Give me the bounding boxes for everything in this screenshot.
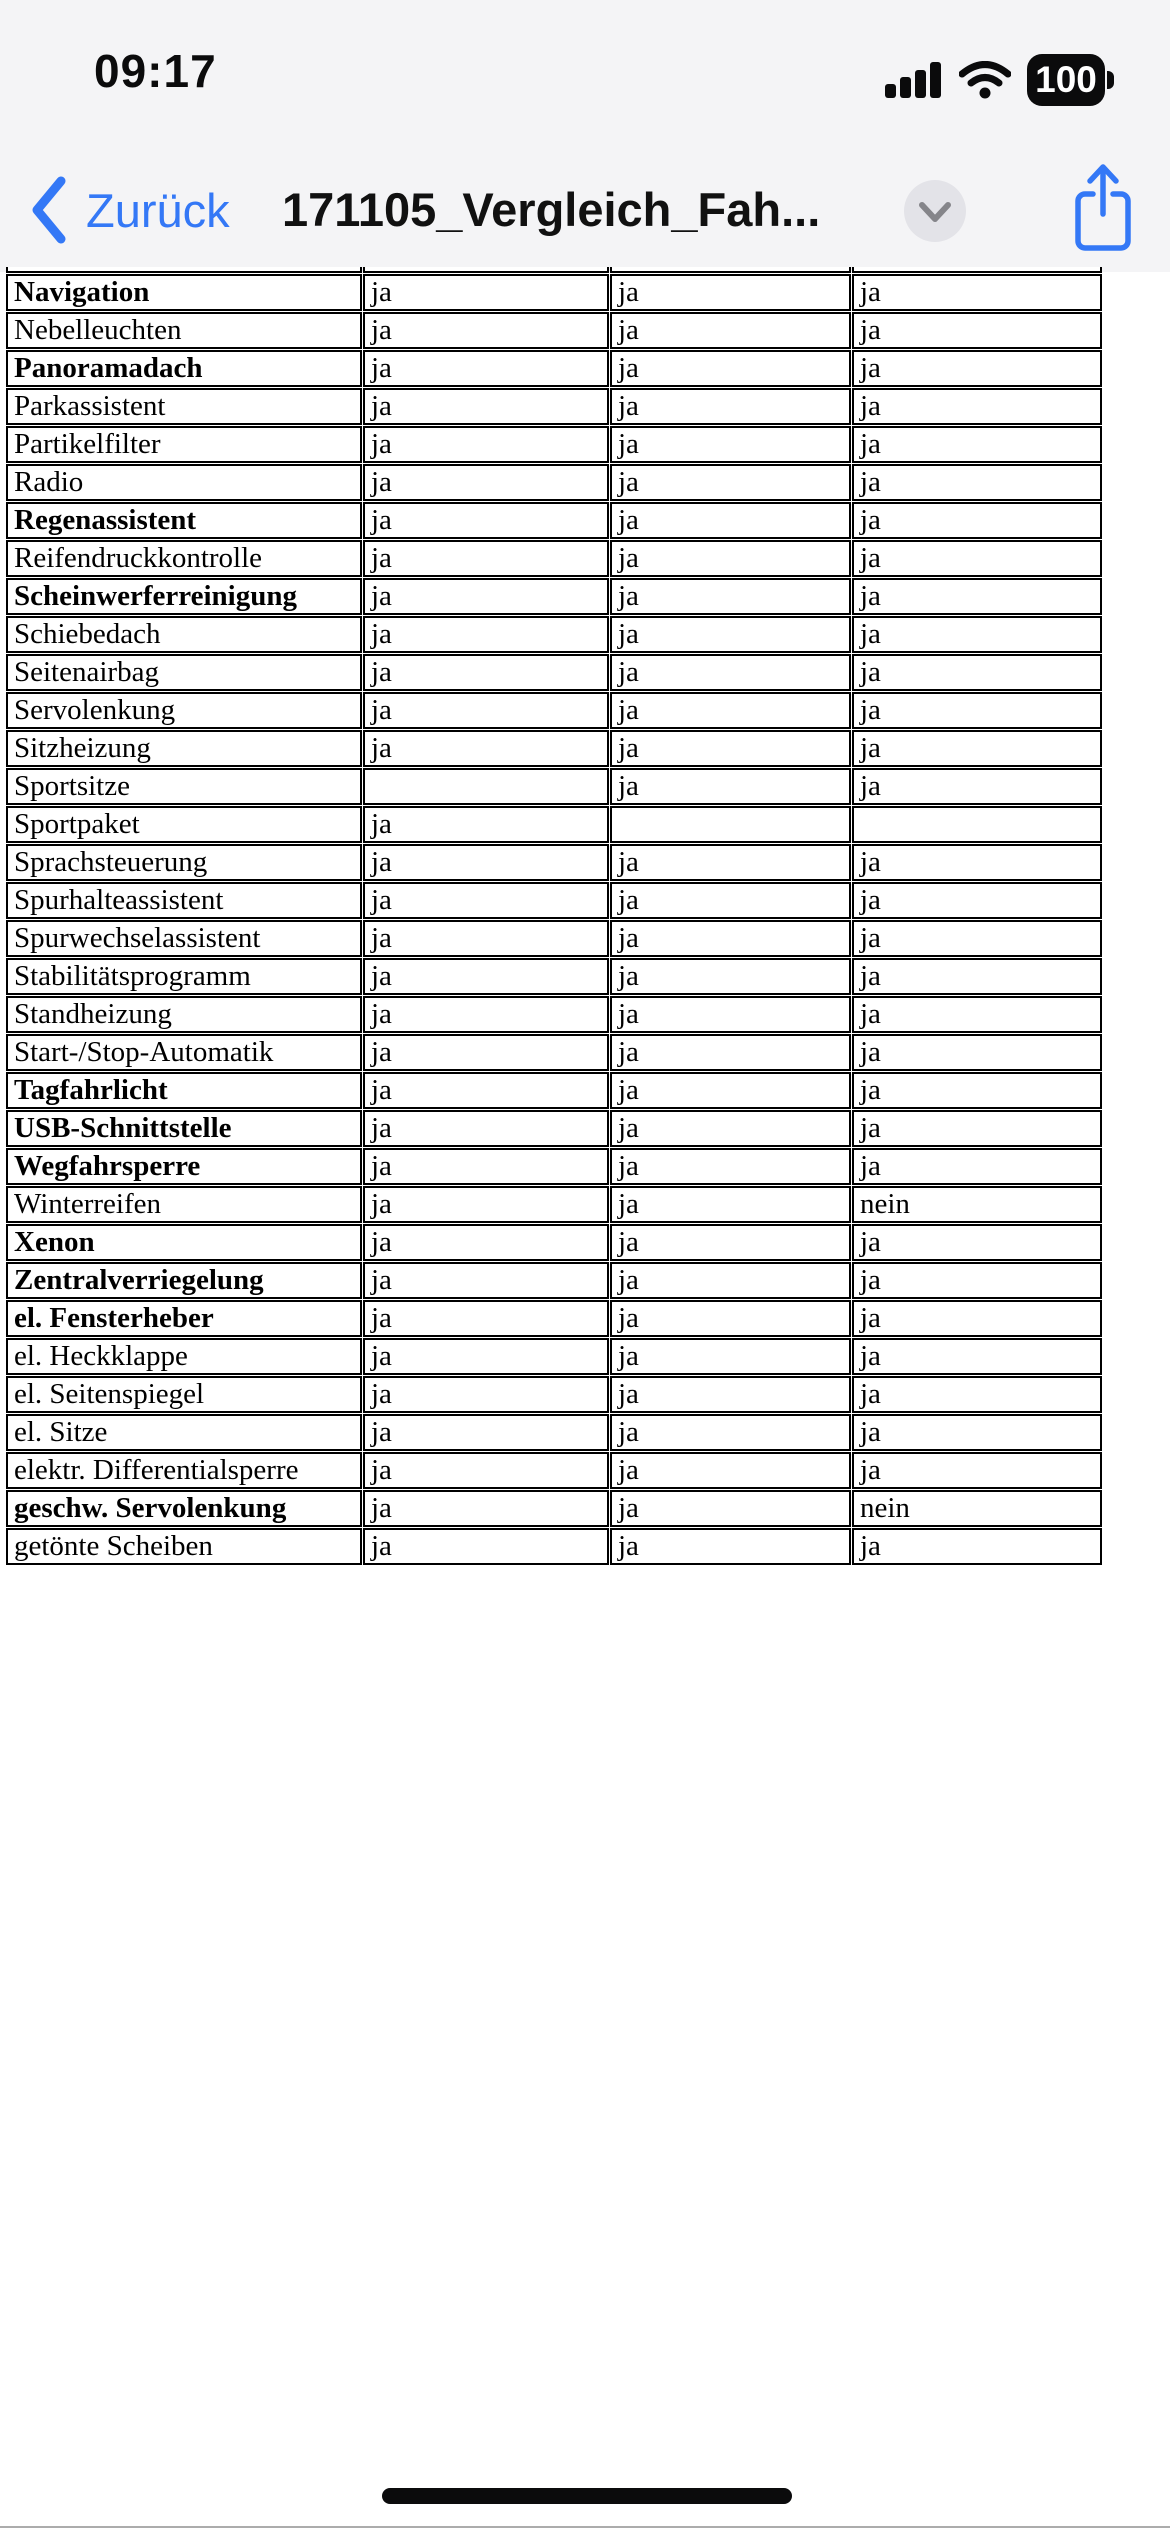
clipped-cell: [852, 267, 1102, 273]
title-menu-button[interactable]: [904, 180, 966, 242]
value-cell-1: ja: [363, 1376, 609, 1413]
feature-name-cell: getönte Scheiben: [6, 1528, 362, 1565]
value-cell-2: ja: [610, 1338, 851, 1375]
value-cell-1: ja: [363, 996, 609, 1033]
feature-name-cell: el. Sitze: [6, 1414, 362, 1451]
bottom-hairline: [0, 2526, 1170, 2528]
table-row: [6, 958, 1102, 995]
value-cell-2: ja: [610, 730, 851, 767]
table-row: [6, 1414, 1102, 1451]
feature-name-cell: Spurwechselassistent: [6, 920, 362, 957]
value-cell-2: ja: [610, 1528, 851, 1565]
value-cell-1: ja: [363, 350, 609, 387]
value-cell-1: ja: [363, 654, 609, 691]
table-row: [6, 1224, 1102, 1261]
value-cell-3: ja: [852, 692, 1102, 729]
feature-name-cell: Servolenkung: [6, 692, 362, 729]
value-cell-3: nein: [852, 1186, 1102, 1223]
value-cell-3: ja: [852, 654, 1102, 691]
feature-name-cell: Sitzheizung: [6, 730, 362, 767]
value-cell-1: ja: [363, 540, 609, 577]
value-cell-1: ja: [363, 1034, 609, 1071]
table-row: [6, 274, 1102, 311]
table-row: [6, 1148, 1102, 1185]
table-row: [6, 920, 1102, 957]
value-cell-3: ja: [852, 996, 1102, 1033]
status-time: 09:17: [94, 45, 217, 97]
table-row: [6, 1452, 1102, 1489]
value-cell-2: ja: [610, 1376, 851, 1413]
value-cell-3: ja: [852, 350, 1102, 387]
table-row: [6, 882, 1102, 919]
value-cell-3: ja: [852, 464, 1102, 501]
value-cell-2: ja: [610, 654, 851, 691]
value-cell-2: ja: [610, 1490, 851, 1527]
value-cell-1: ja: [363, 958, 609, 995]
feature-name-cell: Sportpaket: [6, 806, 362, 843]
value-cell-3: ja: [852, 1338, 1102, 1375]
value-cell-2: ja: [610, 1452, 851, 1489]
value-cell-1: ja: [363, 882, 609, 919]
value-cell-2: [610, 806, 851, 843]
table-row: [6, 1490, 1102, 1527]
value-cell-1: ja: [363, 844, 609, 881]
value-cell-1: ja: [363, 1262, 609, 1299]
feature-name-cell: Schiebedach: [6, 616, 362, 653]
share-icon: [1071, 162, 1135, 254]
feature-name-cell: Spurhalteassistent: [6, 882, 362, 919]
feature-name-cell: Tagfahrlicht: [6, 1072, 362, 1109]
value-cell-1: ja: [363, 920, 609, 957]
feature-name-cell: Navigation: [6, 274, 362, 311]
feature-name-cell: geschw. Servolenkung: [6, 1490, 362, 1527]
feature-name-cell: Sprachsteuerung: [6, 844, 362, 881]
value-cell-2: ja: [610, 274, 851, 311]
table-row: [6, 1376, 1102, 1413]
value-cell-3: ja: [852, 578, 1102, 615]
chevron-left-icon: [30, 176, 68, 244]
feature-name-cell: elektr. Differentialsperre: [6, 1452, 362, 1489]
value-cell-2: ja: [610, 350, 851, 387]
value-cell-3: ja: [852, 426, 1102, 463]
value-cell-1: ja: [363, 1224, 609, 1261]
value-cell-2: ja: [610, 996, 851, 1033]
feature-name-cell: Standheizung: [6, 996, 362, 1033]
value-cell-1: ja: [363, 312, 609, 349]
feature-name-cell: Nebelleuchten: [6, 312, 362, 349]
value-cell-1: ja: [363, 1186, 609, 1223]
table-row: [6, 996, 1102, 1033]
value-cell-3: ja: [852, 312, 1102, 349]
navigation-bar: [0, 150, 1170, 272]
table-row: [6, 806, 1102, 843]
value-cell-3: ja: [852, 958, 1102, 995]
value-cell-1: ja: [363, 692, 609, 729]
table-row: [6, 616, 1102, 653]
feature-name-cell: Parkassistent: [6, 388, 362, 425]
value-cell-1: ja: [363, 730, 609, 767]
table-row: [6, 1110, 1102, 1147]
feature-name-cell: Winterreifen: [6, 1186, 362, 1223]
value-cell-2: ja: [610, 1034, 851, 1071]
table-row: [6, 1262, 1102, 1299]
value-cell-2: ja: [610, 1110, 851, 1147]
chevron-down-icon: [914, 195, 956, 227]
value-cell-1: ja: [363, 1490, 609, 1527]
table-row: [6, 654, 1102, 691]
feature-name-cell: Sportsitze: [6, 768, 362, 805]
table-row: [6, 388, 1102, 425]
table-row: [6, 350, 1102, 387]
value-cell-3: ja: [852, 1034, 1102, 1071]
value-cell-3: ja: [852, 768, 1102, 805]
back-button[interactable]: [30, 176, 230, 244]
cellular-signal-icon: [885, 62, 943, 98]
value-cell-2: ja: [610, 1262, 851, 1299]
feature-name-cell: Reifendruckkontrolle: [6, 540, 362, 577]
value-cell-1: ja: [363, 1338, 609, 1375]
table-row: [6, 1072, 1102, 1109]
value-cell-3: ja: [852, 274, 1102, 311]
battery-percent: 100: [1035, 59, 1097, 100]
battery-nub: [1107, 71, 1114, 89]
back-button-label: Zurück: [86, 183, 230, 237]
value-cell-2: ja: [610, 388, 851, 425]
value-cell-1: ja: [363, 1300, 609, 1337]
feature-name-cell: el. Heckklappe: [6, 1338, 362, 1375]
value-cell-3: ja: [852, 730, 1102, 767]
value-cell-3: [852, 806, 1102, 843]
table-row: [6, 730, 1102, 767]
value-cell-1: ja: [363, 464, 609, 501]
feature-name-cell: Partikelfilter: [6, 426, 362, 463]
comparison-table: [5, 266, 1103, 1566]
feature-name-cell: Panoramadach: [6, 350, 362, 387]
value-cell-1: ja: [363, 1148, 609, 1185]
value-cell-1: ja: [363, 426, 609, 463]
table-row: [6, 1300, 1102, 1337]
table-row: [6, 464, 1102, 501]
status-icons: [885, 52, 1114, 108]
value-cell-2: ja: [610, 502, 851, 539]
value-cell-2: ja: [610, 464, 851, 501]
feature-name-cell: el. Fensterheber: [6, 1300, 362, 1337]
value-cell-1: ja: [363, 1110, 609, 1147]
table-row: [6, 312, 1102, 349]
value-cell-1: ja: [363, 1414, 609, 1451]
feature-name-cell: Radio: [6, 464, 362, 501]
value-cell-3: ja: [852, 1300, 1102, 1337]
value-cell-2: ja: [610, 844, 851, 881]
value-cell-2: ja: [610, 540, 851, 577]
home-indicator[interactable]: [382, 2488, 792, 2504]
clipped-cell: [6, 267, 362, 273]
value-cell-3: ja: [852, 1110, 1102, 1147]
feature-name-cell: el. Seitenspiegel: [6, 1376, 362, 1413]
value-cell-2: ja: [610, 1186, 851, 1223]
value-cell-2: ja: [610, 882, 851, 919]
value-cell-3: ja: [852, 920, 1102, 957]
table-row: [6, 1034, 1102, 1071]
value-cell-3: ja: [852, 844, 1102, 881]
clipped-row: [6, 267, 1102, 273]
table-row: [6, 844, 1102, 881]
value-cell-2: ja: [610, 958, 851, 995]
feature-name-cell: Xenon: [6, 1224, 362, 1261]
value-cell-1: ja: [363, 388, 609, 425]
table-row: [6, 1186, 1102, 1223]
feature-name-cell: Zentralverriegelung: [6, 1262, 362, 1299]
value-cell-3: ja: [852, 540, 1102, 577]
value-cell-3: ja: [852, 502, 1102, 539]
clipped-cell: [363, 267, 609, 273]
value-cell-1: ja: [363, 806, 609, 843]
value-cell-1: [363, 768, 609, 805]
table-row: [6, 692, 1102, 729]
value-cell-1: ja: [363, 502, 609, 539]
value-cell-2: ja: [610, 1300, 851, 1337]
feature-name-cell: USB-Schnittstelle: [6, 1110, 362, 1147]
value-cell-2: ja: [610, 920, 851, 957]
document-title: 171105_Vergleich_Fah...: [282, 183, 821, 236]
value-cell-3: ja: [852, 1452, 1102, 1489]
feature-name-cell: Start-/Stop-Automatik: [6, 1034, 362, 1071]
table-row: [6, 426, 1102, 463]
value-cell-3: ja: [852, 1148, 1102, 1185]
table-row: [6, 1338, 1102, 1375]
value-cell-2: ja: [610, 578, 851, 615]
feature-name-cell: Regenassistent: [6, 502, 362, 539]
table-row: [6, 540, 1102, 577]
feature-name-cell: Stabilitätsprogramm: [6, 958, 362, 995]
value-cell-3: nein: [852, 1490, 1102, 1527]
wifi-icon: [959, 61, 1011, 99]
table-row: [6, 502, 1102, 539]
value-cell-2: ja: [610, 1224, 851, 1261]
battery-icon: [1027, 54, 1114, 106]
value-cell-3: ja: [852, 616, 1102, 653]
document-page: [5, 266, 1103, 1566]
value-cell-3: ja: [852, 1072, 1102, 1109]
feature-name-cell: Scheinwerferreinigung: [6, 578, 362, 615]
value-cell-3: ja: [852, 1528, 1102, 1565]
table-row: [6, 768, 1102, 805]
value-cell-2: ja: [610, 1072, 851, 1109]
value-cell-3: ja: [852, 1414, 1102, 1451]
share-button[interactable]: [1070, 160, 1136, 256]
value-cell-2: ja: [610, 1148, 851, 1185]
clipped-cell: [610, 267, 851, 273]
value-cell-3: ja: [852, 882, 1102, 919]
value-cell-1: ja: [363, 274, 609, 311]
table-row: [6, 1528, 1102, 1565]
value-cell-2: ja: [610, 768, 851, 805]
feature-name-cell: Seitenairbag: [6, 654, 362, 691]
value-cell-3: ja: [852, 1224, 1102, 1261]
value-cell-2: ja: [610, 312, 851, 349]
value-cell-2: ja: [610, 616, 851, 653]
top-header: [0, 0, 1170, 272]
table-row: [6, 578, 1102, 615]
value-cell-1: ja: [363, 616, 609, 653]
value-cell-1: ja: [363, 1452, 609, 1489]
value-cell-2: ja: [610, 692, 851, 729]
value-cell-3: ja: [852, 1376, 1102, 1413]
feature-name-cell: Wegfahrsperre: [6, 1148, 362, 1185]
value-cell-3: ja: [852, 388, 1102, 425]
value-cell-3: ja: [852, 1262, 1102, 1299]
value-cell-2: ja: [610, 1414, 851, 1451]
value-cell-2: ja: [610, 426, 851, 463]
value-cell-1: ja: [363, 1528, 609, 1565]
value-cell-1: ja: [363, 578, 609, 615]
value-cell-1: ja: [363, 1072, 609, 1109]
